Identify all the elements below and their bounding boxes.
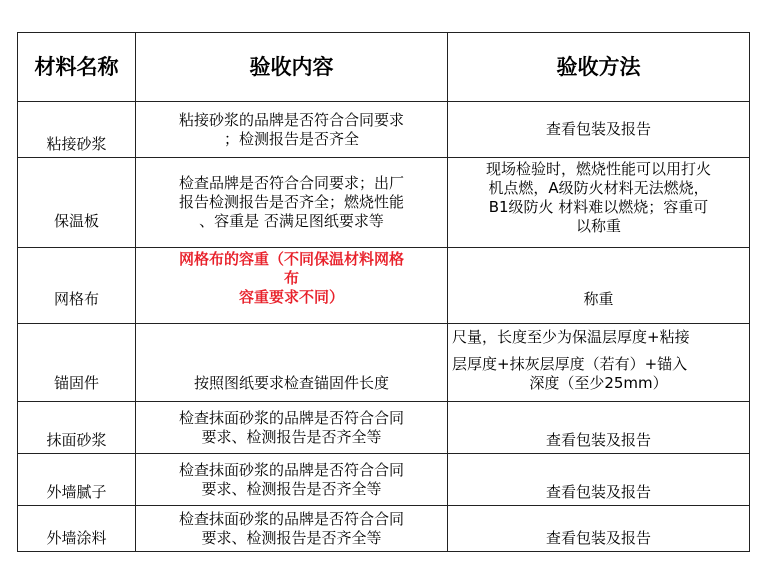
table-row bbox=[18, 248, 750, 324]
acceptance-method: 现场检验时，燃烧性能可以用打火 机点燃，A级防火材料无法燃烧， B1级防火 材料难以燃烧；容重可 以称重 bbox=[448, 158, 750, 248]
acceptance-content: 网格布的容重（不同保温材料网格 布 容重要求不同） bbox=[136, 248, 448, 324]
material-name: 网格布 bbox=[18, 248, 136, 324]
header-acceptance-method: 验收方法 bbox=[448, 33, 750, 102]
acceptance-method: 称重 bbox=[448, 248, 750, 324]
acceptance-method: 查看包装及报告 bbox=[448, 402, 750, 454]
table-row bbox=[18, 454, 750, 506]
material-name: 外墙涂料 bbox=[18, 506, 136, 552]
acceptance-method: 尺量，长度至少为保温层厚度+粘接 层厚度+抹灰层厚度（若有）+锚入 深度（至少25mm） bbox=[448, 324, 750, 402]
material-name: 保温板 bbox=[18, 158, 136, 248]
acceptance-content: 检查抹面砂浆的品牌是否符合合同 要求、检测报告是否齐全等 bbox=[136, 454, 448, 506]
table-row bbox=[18, 506, 750, 552]
acceptance-content: 检查品牌是否符合合同要求；出厂 报告检测报告是否齐全；燃烧性能 、容重是 否满足图纸要求等 bbox=[136, 158, 448, 248]
table-row bbox=[18, 324, 750, 402]
acceptance-content: 粘接砂浆的品牌是否符合合同要求 ；检测报告是否齐全 bbox=[136, 102, 448, 158]
acceptance-method: 查看包装及报告 bbox=[448, 506, 750, 552]
acceptance-content: 检查抹面砂浆的品牌是否符合合同 要求、检测报告是否齐全等 bbox=[136, 506, 448, 552]
acceptance-content: 检查抹面砂浆的品牌是否符合合同 要求、检测报告是否齐全等 bbox=[136, 402, 448, 454]
material-name: 外墙腻子 bbox=[18, 454, 136, 506]
header-row bbox=[18, 33, 750, 102]
header-material-name: 材料名称 bbox=[18, 33, 136, 102]
acceptance-method: 查看包装及报告 bbox=[448, 102, 750, 158]
table-row bbox=[18, 402, 750, 454]
material-name: 锚固件 bbox=[18, 324, 136, 402]
table-row bbox=[18, 158, 750, 248]
table-row bbox=[18, 102, 750, 158]
acceptance-content: 按照图纸要求检查锚固件长度 bbox=[136, 324, 448, 402]
material-name: 粘接砂浆 bbox=[18, 102, 136, 158]
acceptance-table bbox=[17, 32, 750, 552]
header-acceptance-content: 验收内容 bbox=[136, 33, 448, 102]
material-name: 抹面砂浆 bbox=[18, 402, 136, 454]
acceptance-method: 查看包装及报告 bbox=[448, 454, 750, 506]
